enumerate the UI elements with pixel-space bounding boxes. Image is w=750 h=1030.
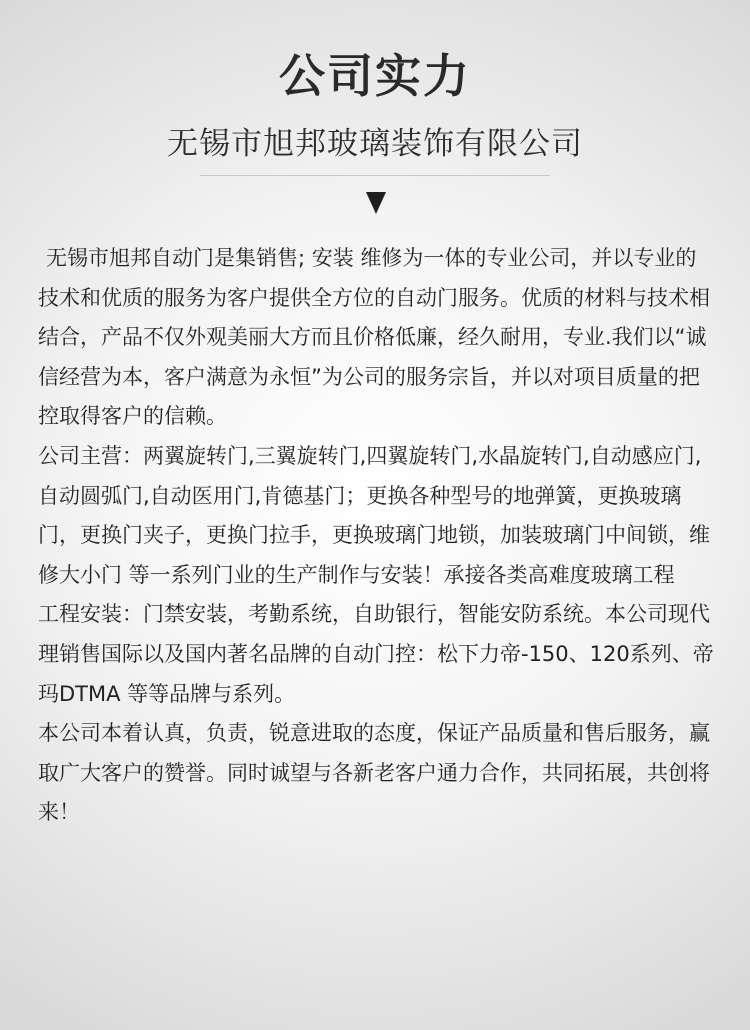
installation-paragraph: 工程安装：门禁安装，考勤系统，自助银行，智能安防系统。本公司现代理销售国际以及国内著名品牌的自动门控：松下力帝-150、120系列、帝玛DTMA 等等品牌与系列。 xyxy=(38,602,714,706)
down-triangle-icon xyxy=(366,192,386,214)
title-divider xyxy=(200,175,550,176)
page-title: 公司实力 xyxy=(279,49,471,103)
intro-paragraph: 无锡市旭邦自动门是集销售; 安装 维修为一体的专业公司，并以专业的技术和优质的服务为客户提供全方位的自动门服务。优质的材料与技术相结合，产品不仅外观美丽大方而且价格低廉，经久耐用，专业.我们以“诚信经营为本，客户满意为永恒”为公司的服务宗旨，并以对项目质量的把控取得客户的信赖。 xyxy=(38,246,710,429)
company-description xyxy=(38,239,714,833)
company-name-subtitle: 无锡市旭邦玻璃装饰有限公司 xyxy=(167,126,583,162)
main-business-paragraph: 公司主营：两翼旋转门,三翼旋转门,四翼旋转门,水晶旋转门,自动感应门,自动圆弧门,自动医用门,肯德基门；更换各种型号的地弹簧，更换玻璃门，更换门夹子，更换门拉手，更换玻璃门地锁，加装玻璃门中间锁，维修大小门 等一系列门业的生产制作与安装！承接各类高难度玻璃工程 xyxy=(38,443,710,587)
commitment-paragraph: 本公司本着认真，负责，锐意进取的态度，保证产品质量和售后服务，赢取广大客户的赞誉。同时诚望与各新老客户通力合作，共同拓展，共创将来！ xyxy=(38,721,710,825)
